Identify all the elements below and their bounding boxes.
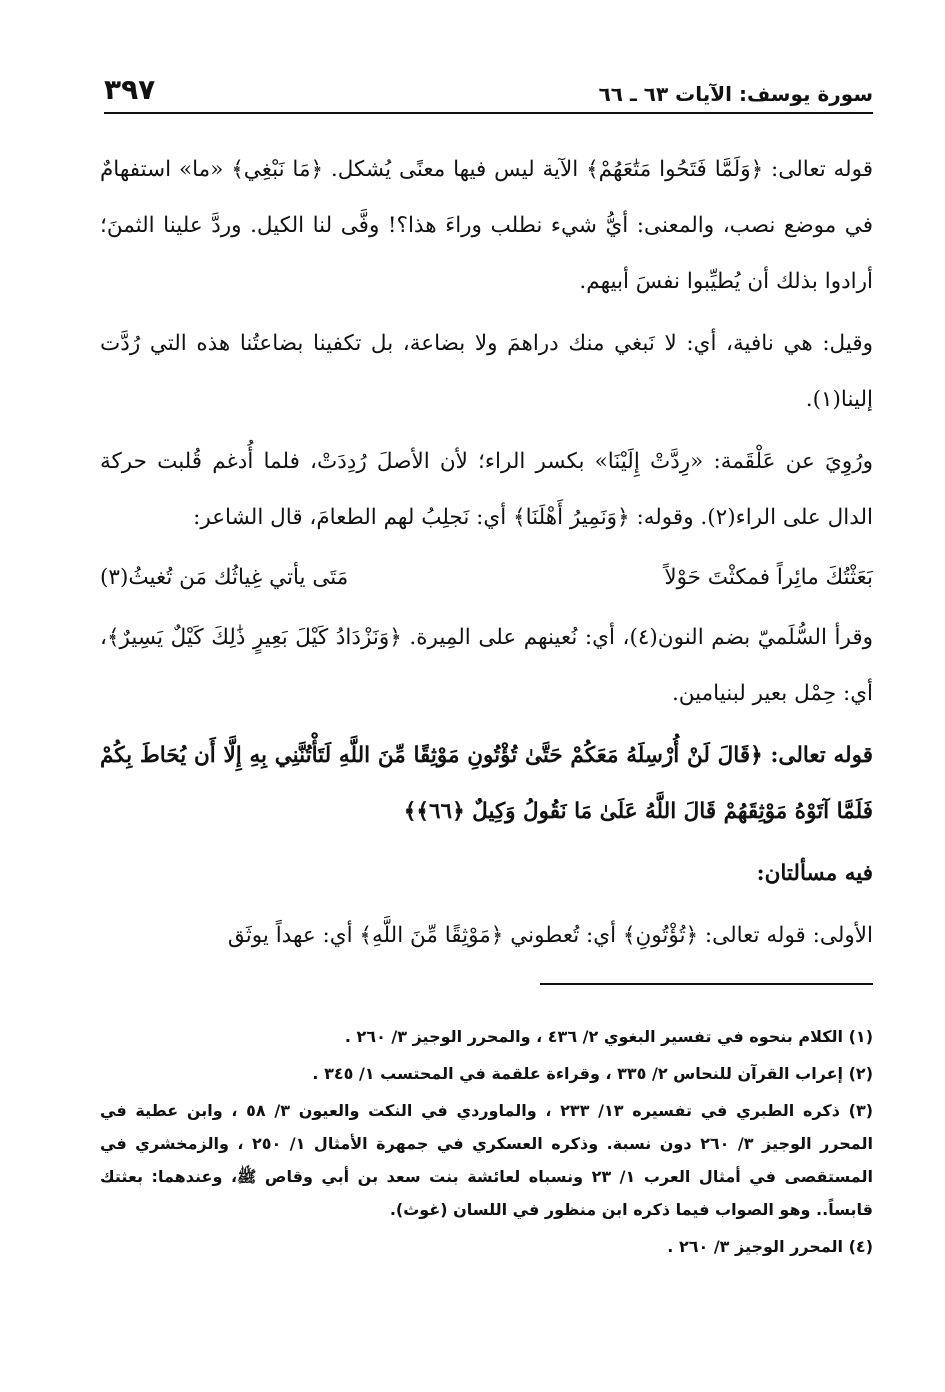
paragraph-3: ورُوِيَ عن عَلْقَمة: «رِدَّتْ إِلَيْنَا» بكسر الراء؛ لأن الأصلَ رُدِدَتْ، فلما أُدغم قُلبت حركة الدال على الراء(٢). وقوله: ﴿وَنَمِيرُ أَهْلَنَا﴾ أي: نَجلِبُ لهم الطعامَ، قال الشاعر: (100, 449, 873, 530)
footnote-4: (٤) المحرر الوجيز ٣/ ٢٦٠ . (667, 1237, 873, 1256)
footnote-3: (٣) ذكره الطبري في تفسيره ١٣/ ٢٣٣ ، والماوردي في النكت والعيون ٣/ ٥٨ ، وابن عطية في المحرر الوجيز ٣/ ٢٦٠ دون نسبة. وذكره العسكري في جمهرة الأمثال ١/ ٢٥٠ ، والزمخشري في المستقصى في أمثال العرب ١/ ٢٣ ونسباه لعائشة بنت سعد بن أبي وقاص ﷺ، وعندهما: بعثتك قابساً.. وهو الصواب فيما ذكره ابن منظور في اللسان (غوث). (100, 1101, 874, 1219)
paragraph-1: قوله تعالى: ﴿وَلَمَّا فَتَحُوا مَتَٰعَهُمْ﴾ الآية ليس فيها معنًى يُشكل. ﴿مَا نَبْغِي﴾ «ما» استفهامٌ في موضع نصب، والمعنى: أيُّ شيء نطلب وراءَ هذا؟! وفَّى لنا الكيل. وردَّ علينا الثمنَ؛ أرادوا بذلك أن يُطيِّبوا نفسَ أبيهم. (100, 157, 873, 294)
footnote-2: (٢) إعراب القرآن للنحاس ٢/ ٣٣٥ ، وقراءة علقمة في المحتسب ١/ ٣٤٥ . (312, 1064, 873, 1083)
footnote-separator (540, 983, 873, 985)
verse-second-hemistich: مَتَى يأتي غِياثُك مَن تُغيثُ(٣) (100, 565, 349, 590)
footnotes (100, 1020, 873, 1267)
section-heading: فيه مسألتان: (756, 861, 873, 886)
page-number: ٣٩٧ (104, 73, 156, 106)
first-issue: الأولى: قوله تعالى: ﴿تُؤْتُونِ﴾ أي: تُعطوني ﴿مَوْثِقًا مِّنَ اللَّهِ﴾ أي: عهداً يوثَق (227, 923, 873, 948)
footnote-1: (١) الكلام بنحوه في تفسير البغوي ٢/ ٤٣٦ ، والمحرر الوجيز ٣/ ٢٦٠ . (344, 1027, 873, 1046)
poetry-verse (100, 552, 873, 604)
running-title: سورة يوسف: الآيات ٦٣ ـ ٦٦ (598, 82, 873, 106)
quran-verse-block: قوله تعالى: ﴿قَالَ لَنْ أُرْسِلَهُ مَعَكُمْ حَتَّىٰ تُؤْتُونِ مَوْثِقًا مِّنَ اللَّهِ لَتَأْتُنَّنِي بِهِ إِلَّا أَن يُحَاطَ بِكُمْ فَلَمَّا آتَوْهُ مَوْثِقَهُمْ قَالَ اللَّهُ عَلَىٰ مَا نَقُولُ وَكِيلٌ ﴿٦٦﴾﴾ (100, 743, 873, 824)
paragraph-2: وقيل: هي نافية، أي: لا نَبغي منك دراهمَ ولا بضاعة، بل تكفينا بضاعتُنا هذه التي رُدَّت إلينا(١). (100, 331, 873, 412)
page-header (104, 64, 873, 114)
paragraph-4: وقرأ السُّلَميّ بضم النون(٤)، أي: نُعينهم على المِيرة. ﴿وَنَزْدَادُ كَيْلَ بَعِيرٍ ذَٰلِكَ كَيْلٌ يَسِيرٌ﴾، أي: حِمْل بعير لبنيامين. (100, 625, 874, 706)
verse-first-hemistich: بَعَثْتُكَ مائِراً فمكثْتَ حَوْلاً (664, 565, 873, 590)
main-text (100, 142, 873, 970)
